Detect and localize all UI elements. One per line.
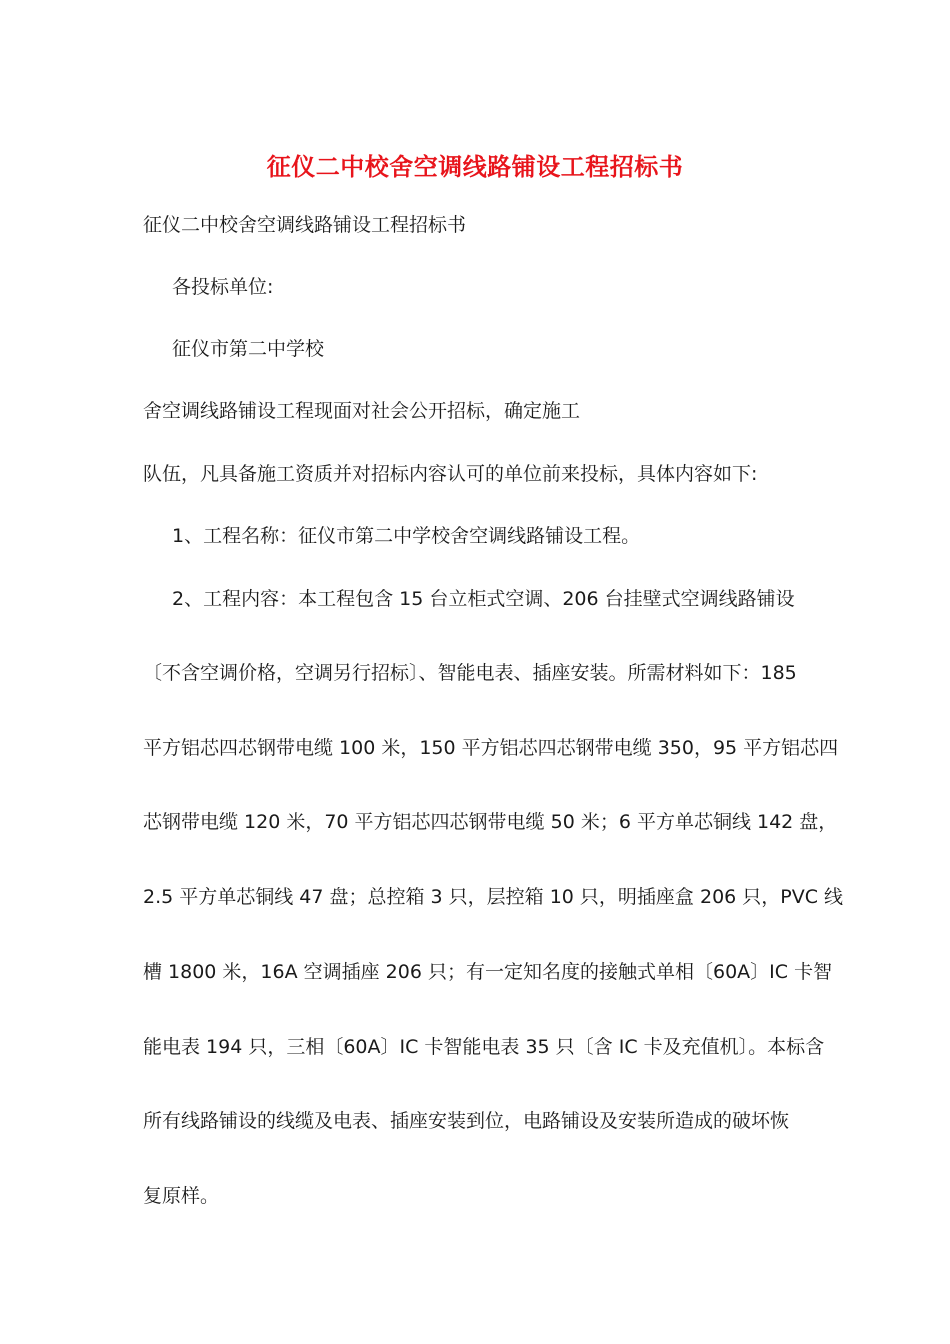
paragraph-line: 芯钢带电缆 120 米，70 平方铝芯四芯钢带电缆 50 米；6 平方单芯铜线 142 盘，	[143, 811, 838, 833]
paragraph-line: 舍空调线路铺设工程现面对社会公开招标，确定施工	[143, 400, 581, 422]
item-project-name: 1、工程名称：征仪市第二中学校舍空调线路铺设工程。	[172, 525, 641, 547]
paragraph-line: 能电表 194 只，三相〔60A〕IC 卡智能电表 35 只〔含 IC 卡及充值机〕。本标含	[143, 1036, 825, 1058]
document-subtitle: 征仪二中校舍空调线路铺设工程招标书	[143, 214, 467, 236]
paragraph-line: 复原样。	[143, 1185, 220, 1207]
paragraph-line: 槽 1800 米，16A 空调插座 206 只；有一定知名度的接触式单相〔60A〕IC 卡智	[143, 961, 833, 983]
paragraph-line: 所有线路铺设的线缆及电表、插座安装到位，电路铺设及安装所造成的破坏恢	[143, 1110, 790, 1132]
salutation: 各投标单位:	[172, 276, 274, 298]
paragraph-line: 平方铝芯四芯钢带电缆 100 米，150 平方铝芯四芯钢带电缆 350，95 平方铝芯四	[143, 737, 839, 759]
issuer-name: 征仪市第二中学校	[172, 338, 325, 360]
paragraph-line: 2.5 平方单芯铜线 47 盘；总控箱 3 只，层控箱 10 只，明插座盒 206 只，PVC 线	[143, 886, 844, 908]
item-project-content: 2、工程内容：本工程包含 15 台立柜式空调、206 台挂壁式空调线路铺设	[172, 588, 795, 610]
paragraph-line: 〔不含空调价格，空调另行招标〕、智能电表、插座安装。所需材料如下：185	[143, 662, 797, 684]
paragraph-line: 队伍，凡具备施工资质并对招标内容认可的单位前来投标，具体内容如下:	[143, 463, 758, 485]
document-title: 征仪二中校舍空调线路铺设工程招标书	[266, 152, 684, 181]
